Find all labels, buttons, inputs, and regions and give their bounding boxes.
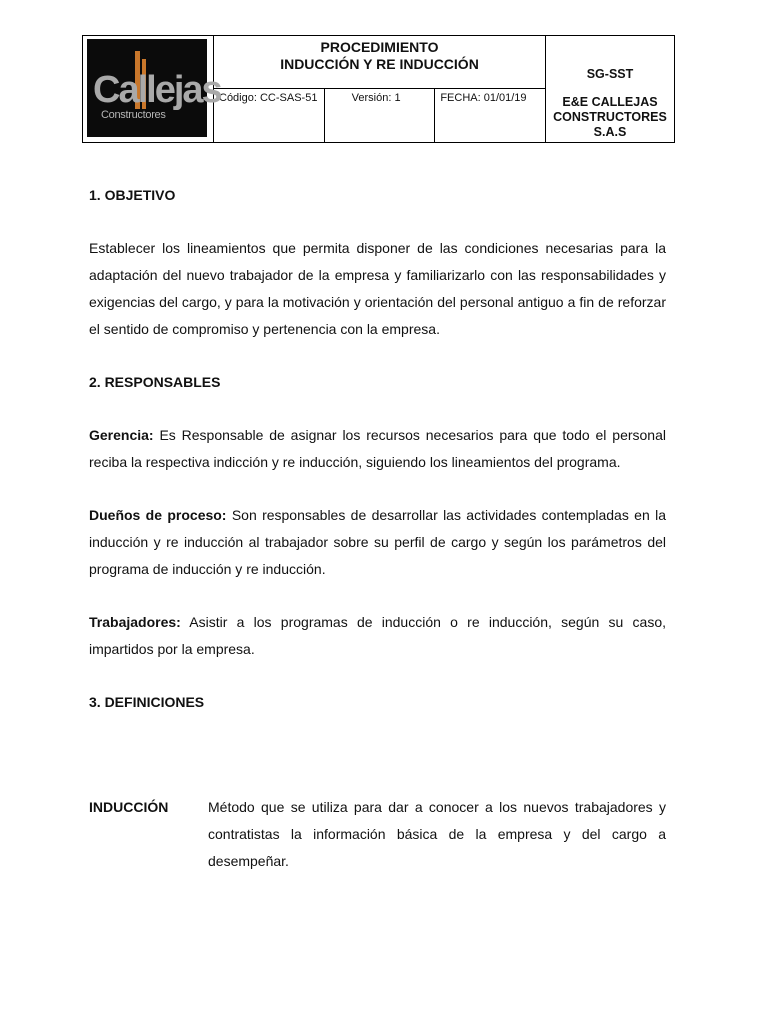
- company-name: E&E CALLEJAS CONSTRUCTORES S.A.S: [553, 95, 667, 139]
- system-code: SG-SST: [586, 67, 634, 81]
- objetivo-paragraph: Establecer los lineamientos que permita disponer de las condiciones necesarias para la adaptación del nuevo trabajador de la empresa y familiarizarlo con las responsabilidades y exigencias del cargo, y para la motivación y orientación del personal antiguo a fin de reforzar el sentido de compromiso y pertenencia con la empresa.: [89, 240, 666, 337]
- document-date: FECHA: 01/01/19: [435, 89, 546, 143]
- responsable-trabajadores: Trabajadores: Asistir a los programas de inducción o re inducción, según su caso, impartidos por la empresa.: [89, 614, 666, 657]
- system-company-cell: [546, 36, 675, 143]
- document-body: [89, 182, 666, 875]
- responsable-duenos-proceso: Dueños de proceso: Son responsables de desarrollar las actividades contempladas en la inducción y re inducción al trabajador sobre su perfil de cargo y según los parámetros del programa de inducción y re inducción.: [89, 507, 666, 577]
- company-logo: [87, 39, 221, 137]
- logo-wordmark: Callejas: [93, 69, 221, 111]
- responsable-gerencia: Gerencia: Es Responsable de asignar los recursos necesarios para que todo el personal reciba la respectiva indicción y re inducción, siguiendo los lineamientos del programa.: [89, 427, 666, 470]
- logo-cell: [83, 36, 221, 143]
- section-heading-definiciones: 3. DEFINICIONES: [89, 694, 205, 710]
- definition-text: Método que se utiliza para dar a conocer a los nuevos trabajadores y contratistas la información básica de la empresa y del cargo a desempeñar.: [208, 799, 666, 869]
- procedure-title: PROCEDIMIENTO INDUCCIÓN Y RE INDUCCIÓN: [214, 36, 546, 89]
- document-version: Versión: 1: [324, 89, 435, 143]
- section-heading-responsables: 2. RESPONSABLES: [89, 374, 221, 390]
- definition-induccion: [89, 794, 666, 875]
- document-header: [82, 35, 675, 143]
- definition-term: INDUCCIÓN: [89, 799, 169, 815]
- document-code: Código: CC-SAS-51: [214, 89, 325, 143]
- logo-subtitle: Constructores: [101, 109, 166, 121]
- section-heading-objetivo: 1. OBJETIVO: [89, 187, 176, 203]
